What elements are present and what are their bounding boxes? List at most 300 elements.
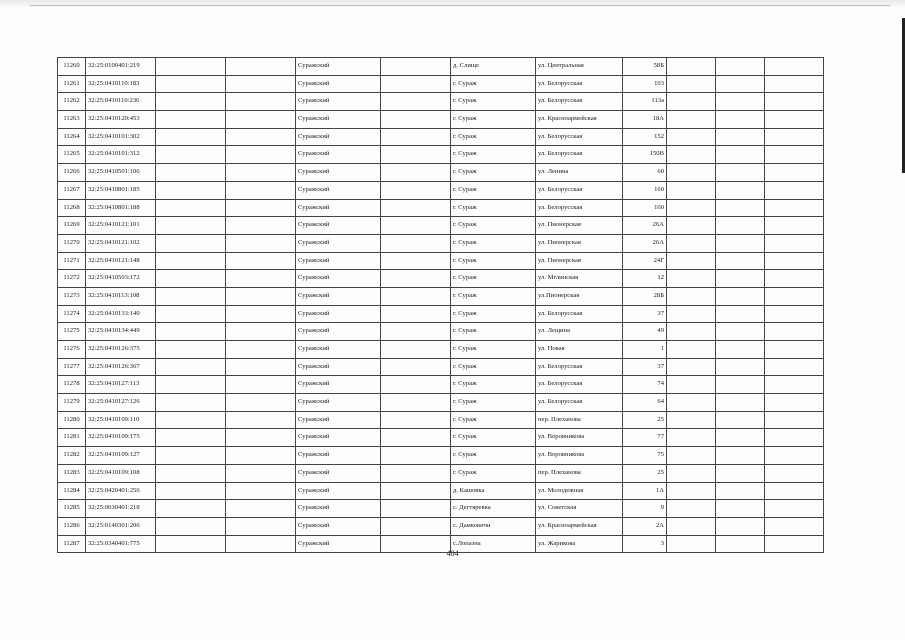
empty-cell <box>765 58 824 76</box>
empty-cell <box>765 447 824 465</box>
row-number: 11272 <box>58 270 86 288</box>
cadastral-number: 32:25:0420401:256 <box>86 482 156 500</box>
district-cell: Суражский <box>296 323 381 341</box>
empty-cell <box>667 164 716 182</box>
empty-cell <box>667 252 716 270</box>
empty-cell <box>226 252 296 270</box>
empty-cell <box>716 217 765 235</box>
empty-cell <box>226 464 296 482</box>
empty-cell <box>765 75 824 93</box>
row-number: 11262 <box>58 93 86 111</box>
empty-cell <box>667 323 716 341</box>
empty-cell <box>765 199 824 217</box>
row-number: 11279 <box>58 394 86 412</box>
empty-cell <box>381 429 451 447</box>
house-number-cell: 60 <box>623 164 667 182</box>
locality-cell: г. Сураж <box>451 305 536 323</box>
table-row <box>58 482 824 500</box>
empty-cell <box>667 394 716 412</box>
empty-cell <box>765 482 824 500</box>
empty-cell <box>226 217 296 235</box>
empty-cell <box>716 411 765 429</box>
empty-cell <box>765 287 824 305</box>
empty-cell <box>667 517 716 535</box>
empty-cell <box>716 305 765 323</box>
cadastral-number: 32:25:0030401:218 <box>86 500 156 518</box>
empty-cell <box>226 447 296 465</box>
empty-cell <box>156 341 226 359</box>
street-cell: ул. Белорусская <box>536 75 623 93</box>
empty-cell <box>765 305 824 323</box>
empty-cell <box>156 111 226 129</box>
locality-cell: г. Сураж <box>451 464 536 482</box>
district-cell: Суражский <box>296 447 381 465</box>
empty-cell <box>765 146 824 164</box>
locality-cell: д. Кашовка <box>451 482 536 500</box>
house-number-cell: 26А <box>623 217 667 235</box>
empty-cell <box>667 429 716 447</box>
empty-cell <box>226 376 296 394</box>
cadastral-number: 32:25:0100401:219 <box>86 58 156 76</box>
empty-cell <box>381 199 451 217</box>
row-number: 11276 <box>58 341 86 359</box>
house-number-cell: 12 <box>623 270 667 288</box>
street-cell: ул. Белорусская <box>536 181 623 199</box>
row-number: 11286 <box>58 517 86 535</box>
street-cell: ул. Белорусская <box>536 376 623 394</box>
street-cell: ул. Новая <box>536 341 623 359</box>
row-number: 11264 <box>58 128 86 146</box>
row-number: 11284 <box>58 482 86 500</box>
cadastral-number: 32:25:0410503:172 <box>86 270 156 288</box>
locality-cell: с. Дамковичи <box>451 517 536 535</box>
empty-cell <box>381 447 451 465</box>
empty-cell <box>716 500 765 518</box>
empty-cell <box>226 199 296 217</box>
table-row <box>58 111 824 129</box>
cadastral-number: 32:25:0410801:188 <box>86 199 156 217</box>
street-cell: ул. Белорусская <box>536 146 623 164</box>
table-body <box>58 58 824 553</box>
empty-cell <box>381 358 451 376</box>
locality-cell: г. Сураж <box>451 323 536 341</box>
empty-cell <box>667 376 716 394</box>
table-row <box>58 270 824 288</box>
empty-cell <box>381 181 451 199</box>
empty-cell <box>156 199 226 217</box>
empty-cell <box>667 341 716 359</box>
district-cell: Суражский <box>296 411 381 429</box>
house-number-cell: 26А <box>623 234 667 252</box>
district-cell: Суражский <box>296 234 381 252</box>
empty-cell <box>381 270 451 288</box>
district-cell: Суражский <box>296 111 381 129</box>
empty-cell <box>667 447 716 465</box>
empty-cell <box>381 517 451 535</box>
house-number-cell: 1А <box>623 482 667 500</box>
row-number: 11261 <box>58 75 86 93</box>
empty-cell <box>381 164 451 182</box>
empty-cell <box>381 111 451 129</box>
empty-cell <box>716 429 765 447</box>
empty-cell <box>156 447 226 465</box>
cadastral-number: 32:25:0410127:126 <box>86 394 156 412</box>
empty-cell <box>381 305 451 323</box>
cadastral-number: 32:25:0410501:106 <box>86 164 156 182</box>
empty-cell <box>765 270 824 288</box>
locality-cell: г. Сураж <box>451 252 536 270</box>
empty-cell <box>765 517 824 535</box>
row-number: 11283 <box>58 464 86 482</box>
row-number: 11266 <box>58 164 86 182</box>
district-cell: Суражский <box>296 376 381 394</box>
locality-cell: г. Сураж <box>451 164 536 182</box>
empty-cell <box>765 500 824 518</box>
table-row <box>58 287 824 305</box>
street-cell: ул. Белорусская <box>536 93 623 111</box>
row-number: 11275 <box>58 323 86 341</box>
empty-cell <box>765 252 824 270</box>
empty-cell <box>226 75 296 93</box>
empty-cell <box>716 58 765 76</box>
empty-cell <box>226 411 296 429</box>
empty-cell <box>716 252 765 270</box>
cadastral-number: 32:25:0410120:453 <box>86 111 156 129</box>
district-cell: Суражский <box>296 270 381 288</box>
empty-cell <box>716 111 765 129</box>
empty-cell <box>226 287 296 305</box>
district-cell: Суражский <box>296 517 381 535</box>
empty-cell <box>667 482 716 500</box>
district-cell: Суражский <box>296 217 381 235</box>
empty-cell <box>667 358 716 376</box>
cadastral-number: 32:25:0410133:140 <box>86 305 156 323</box>
empty-cell <box>226 234 296 252</box>
empty-cell <box>156 128 226 146</box>
cadastral-number: 32:25:0410134:449 <box>86 323 156 341</box>
district-cell: Суражский <box>296 394 381 412</box>
row-number: 11280 <box>58 411 86 429</box>
empty-cell <box>156 270 226 288</box>
house-number-cell: 28Б <box>623 287 667 305</box>
district-cell: Суражский <box>296 164 381 182</box>
district-cell: Суражский <box>296 500 381 518</box>
street-cell: ул. Пионерская <box>536 252 623 270</box>
empty-cell <box>667 75 716 93</box>
house-number-cell: 24Г <box>623 252 667 270</box>
district-cell: Суражский <box>296 93 381 111</box>
house-number-cell: 58Б <box>623 58 667 76</box>
street-cell: ул. Центральная <box>536 58 623 76</box>
cadastral-number: 32:25:0410109:175 <box>86 429 156 447</box>
empty-cell <box>156 429 226 447</box>
empty-cell <box>716 75 765 93</box>
empty-cell <box>156 500 226 518</box>
cadastral-number: 32:25:0410110:236 <box>86 93 156 111</box>
empty-cell <box>226 341 296 359</box>
empty-cell <box>716 464 765 482</box>
house-number-cell: 25 <box>623 411 667 429</box>
empty-cell <box>381 93 451 111</box>
district-cell: Суражский <box>296 358 381 376</box>
empty-cell <box>381 128 451 146</box>
cadastral-number: 32:25:0410109:110 <box>86 411 156 429</box>
locality-cell: г. Сураж <box>451 341 536 359</box>
house-number-cell: 3 <box>623 535 667 553</box>
empty-cell <box>667 500 716 518</box>
locality-cell: г. Сураж <box>451 447 536 465</box>
empty-cell <box>381 217 451 235</box>
street-cell: ул.Пионерская <box>536 287 623 305</box>
empty-cell <box>716 270 765 288</box>
empty-cell <box>381 234 451 252</box>
empty-cell <box>765 376 824 394</box>
cadastral-number: 32:25:0410126:375 <box>86 341 156 359</box>
empty-cell <box>156 305 226 323</box>
property-register-table <box>57 57 824 553</box>
house-number-cell: 75 <box>623 447 667 465</box>
empty-cell <box>381 146 451 164</box>
house-number-cell: 37 <box>623 358 667 376</box>
empty-cell <box>156 517 226 535</box>
row-number: 11265 <box>58 146 86 164</box>
table-row <box>58 358 824 376</box>
empty-cell <box>667 181 716 199</box>
district-cell: Суражский <box>296 146 381 164</box>
empty-cell <box>667 287 716 305</box>
empty-cell <box>226 358 296 376</box>
locality-cell: г. Сураж <box>451 146 536 164</box>
street-cell: ул. Лещина <box>536 323 623 341</box>
district-cell: Суражский <box>296 58 381 76</box>
empty-cell <box>156 164 226 182</box>
street-cell: ул. Белорусская <box>536 358 623 376</box>
empty-cell <box>381 500 451 518</box>
empty-cell <box>381 394 451 412</box>
empty-cell <box>156 287 226 305</box>
street-cell: ул. Мглинская <box>536 270 623 288</box>
cadastral-number: 32:25:0410113:108 <box>86 287 156 305</box>
empty-cell <box>716 376 765 394</box>
locality-cell: г. Сураж <box>451 93 536 111</box>
empty-cell <box>716 447 765 465</box>
empty-cell <box>156 252 226 270</box>
cadastral-number: 32:25:0410121:101 <box>86 217 156 235</box>
row-number: 11271 <box>58 252 86 270</box>
empty-cell <box>381 482 451 500</box>
empty-cell <box>156 376 226 394</box>
table-row <box>58 234 824 252</box>
table-row <box>58 323 824 341</box>
house-number-cell: 9 <box>623 500 667 518</box>
cadastral-number: 32:25:0410126:367 <box>86 358 156 376</box>
table-row <box>58 394 824 412</box>
empty-cell <box>765 111 824 129</box>
cadastral-number: 32:25:0410121:148 <box>86 252 156 270</box>
house-number-cell: 160 <box>623 181 667 199</box>
cadastral-number: 32:25:0410101:302 <box>86 128 156 146</box>
street-cell: ул. Молодежная <box>536 482 623 500</box>
row-number: 11278 <box>58 376 86 394</box>
empty-cell <box>226 146 296 164</box>
empty-cell <box>226 128 296 146</box>
district-cell: Суражский <box>296 535 381 553</box>
street-cell: ул. Воровникова <box>536 447 623 465</box>
house-number-cell: 2А <box>623 517 667 535</box>
district-cell: Суражский <box>296 287 381 305</box>
locality-cell: г. Сураж <box>451 75 536 93</box>
table-row <box>58 75 824 93</box>
empty-cell <box>765 128 824 146</box>
house-number-cell: 1 <box>623 341 667 359</box>
table-row <box>58 376 824 394</box>
empty-cell <box>667 411 716 429</box>
empty-cell <box>765 358 824 376</box>
table-row <box>58 464 824 482</box>
house-number-cell: 18А <box>623 111 667 129</box>
table-row <box>58 517 824 535</box>
empty-cell <box>381 58 451 76</box>
street-cell: ул. Белорусская <box>536 199 623 217</box>
house-number-cell: 113а <box>623 93 667 111</box>
empty-cell <box>381 323 451 341</box>
table-row <box>58 58 824 76</box>
table-row <box>58 411 824 429</box>
row-number: 11282 <box>58 447 86 465</box>
empty-cell <box>226 482 296 500</box>
locality-cell: г. Сураж <box>451 376 536 394</box>
cadastral-number: 32:25:0140301:206 <box>86 517 156 535</box>
table-row <box>58 341 824 359</box>
scan-edge-line <box>30 5 890 6</box>
street-cell: ул. Красноармейская <box>536 111 623 129</box>
locality-cell: г. Сураж <box>451 199 536 217</box>
empty-cell <box>716 93 765 111</box>
empty-cell <box>156 464 226 482</box>
empty-cell <box>667 128 716 146</box>
page-number: 404 <box>446 549 459 558</box>
row-number: 11281 <box>58 429 86 447</box>
street-cell: пер. Плеханова <box>536 464 623 482</box>
table-row <box>58 429 824 447</box>
street-cell: пер. Плеханова <box>536 411 623 429</box>
house-number-cell: 37 <box>623 305 667 323</box>
empty-cell <box>381 287 451 305</box>
empty-cell <box>381 75 451 93</box>
cadastral-number: 32:25:0410121:102 <box>86 234 156 252</box>
empty-cell <box>667 199 716 217</box>
cadastral-number: 32:25:0410127:113 <box>86 376 156 394</box>
empty-cell <box>381 341 451 359</box>
empty-cell <box>716 482 765 500</box>
table-row <box>58 199 824 217</box>
locality-cell: г. Сураж <box>451 217 536 235</box>
locality-cell: г. Сураж <box>451 394 536 412</box>
street-cell: ул. Белорусская <box>536 128 623 146</box>
empty-cell <box>716 199 765 217</box>
district-cell: Суражский <box>296 128 381 146</box>
house-number-cell: 25 <box>623 464 667 482</box>
row-number: 11267 <box>58 181 86 199</box>
house-number-cell: 150В <box>623 146 667 164</box>
row-number: 11277 <box>58 358 86 376</box>
empty-cell <box>765 217 824 235</box>
district-cell: Суражский <box>296 75 381 93</box>
district-cell: Суражский <box>296 429 381 447</box>
table-row <box>58 128 824 146</box>
empty-cell <box>156 358 226 376</box>
row-number: 11263 <box>58 111 86 129</box>
district-cell: Суражский <box>296 305 381 323</box>
street-cell: ул. Белорусская <box>536 394 623 412</box>
empty-cell <box>667 305 716 323</box>
cadastral-number: 32:25:0410109:127 <box>86 447 156 465</box>
district-cell: Суражский <box>296 252 381 270</box>
empty-cell <box>716 287 765 305</box>
table-row <box>58 146 824 164</box>
street-cell: ул. Воровникова <box>536 429 623 447</box>
locality-cell: г. Сураж <box>451 111 536 129</box>
empty-cell <box>156 146 226 164</box>
empty-cell <box>765 93 824 111</box>
house-number-cell: 49 <box>623 323 667 341</box>
table-row <box>58 305 824 323</box>
district-cell: Суражский <box>296 482 381 500</box>
empty-cell <box>716 517 765 535</box>
row-number: 11270 <box>58 234 86 252</box>
table-row <box>58 217 824 235</box>
district-cell: Суражский <box>296 464 381 482</box>
empty-cell <box>716 181 765 199</box>
row-number: 11268 <box>58 199 86 217</box>
cadastral-number: 32:25:0410101:312 <box>86 146 156 164</box>
empty-cell <box>716 341 765 359</box>
empty-cell <box>667 93 716 111</box>
locality-cell: с.Лопазна <box>451 535 536 553</box>
empty-cell <box>716 358 765 376</box>
scan-edge-shadow <box>0 0 905 8</box>
row-number: 11274 <box>58 305 86 323</box>
empty-cell <box>667 234 716 252</box>
empty-cell <box>667 217 716 235</box>
row-number: 11260 <box>58 58 86 76</box>
empty-cell <box>765 394 824 412</box>
empty-cell <box>381 376 451 394</box>
table-row <box>58 252 824 270</box>
empty-cell <box>765 323 824 341</box>
house-number-cell: 160 <box>623 199 667 217</box>
table-row <box>58 93 824 111</box>
street-cell: ул. Белорусская <box>536 305 623 323</box>
empty-cell <box>667 146 716 164</box>
row-number: 11287 <box>58 535 86 553</box>
empty-cell <box>226 270 296 288</box>
house-number-cell: 77 <box>623 429 667 447</box>
empty-cell <box>765 429 824 447</box>
locality-cell: г. Сураж <box>451 287 536 305</box>
table-row <box>58 500 824 518</box>
empty-cell <box>156 75 226 93</box>
empty-cell <box>716 164 765 182</box>
empty-cell <box>156 411 226 429</box>
cadastral-number: 32:25:0410801:185 <box>86 181 156 199</box>
empty-cell <box>226 58 296 76</box>
locality-cell: г. Сураж <box>451 429 536 447</box>
empty-cell <box>765 341 824 359</box>
district-cell: Суражский <box>296 341 381 359</box>
empty-cell <box>381 252 451 270</box>
empty-cell <box>381 411 451 429</box>
